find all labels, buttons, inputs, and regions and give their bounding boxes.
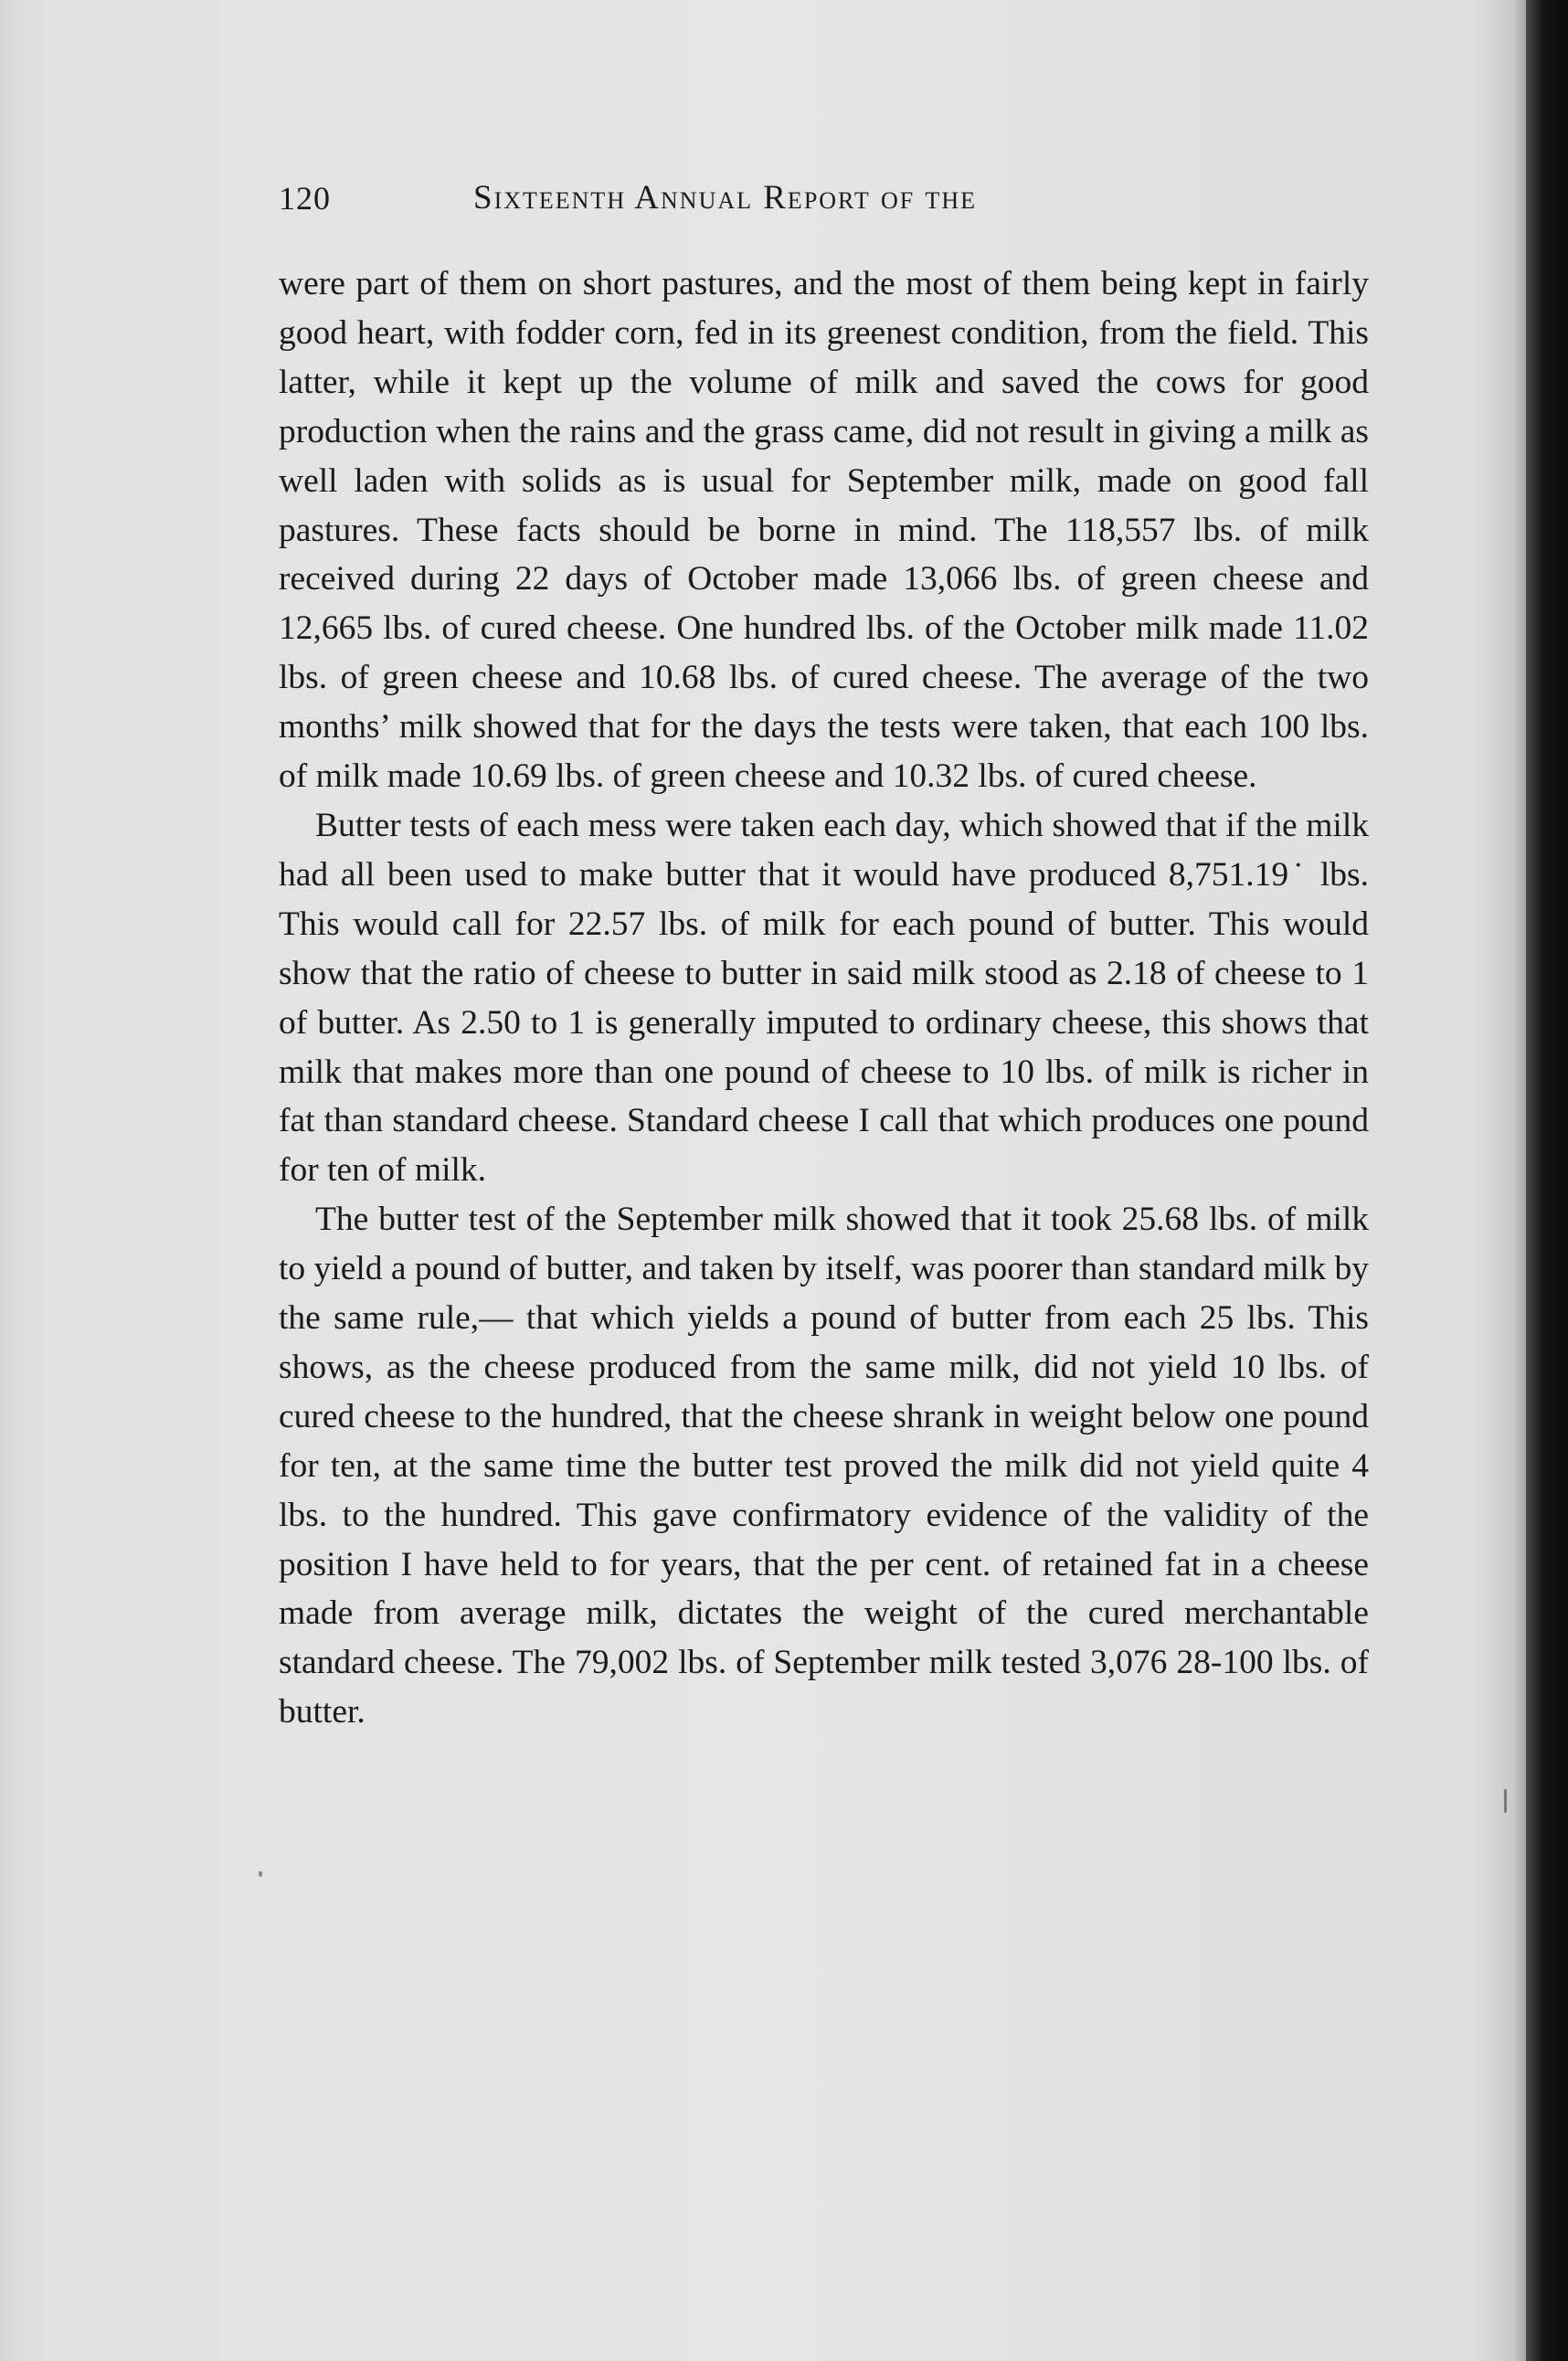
page-number: 120 bbox=[279, 180, 331, 217]
page-edge-shadow bbox=[1526, 0, 1568, 2361]
margin-speck bbox=[259, 1871, 262, 1877]
paragraph-3: The butter test of the September milk showed that it took 25.68 lbs. of milk to yield a pound of butter, and taken by itself, was poorer than standard milk by the same rule,— that which yields a pound of butter from each 25 lbs. This shows, as the cheese produced from the same milk, did not yield 10 lbs. of cured cheese to the hundred, that the cheese shrank in weight below one pound for ten, at the same time the butter test proved the milk did not yield quite 4 lbs. to the hundred. This gave confirmatory evidence of the validity of the position I have held to for years, that the per cent. of retained fat in a cheese made from average milk, dictates the weight of the cured merchantable standard cheese. The 79,002 lbs. of September milk tested 3,076 28-100 lbs. of butter. bbox=[279, 1201, 1370, 1731]
paragraph-1: were part of them on short pastures, and the most of them being kept in fairly good heart, with fodder corn, fed in its greenest condition, from the field. This latter, while it kept up the volume of milk and saved the cows for good production when the rains and the grass came, did not result in giving a milk as well laden with solids as is usual for September milk, made on good fall pastures. These facts should be borne in mind. The 118,557 lbs. of milk received during 22 days of October made 13,066 lbs. of green cheese and 12,665 lbs. of cured cheese. One hundred lbs. of the October milk made 11.02 lbs. of green cheese and 10.68 lbs. of cured cheese. The average of the two months’ milk showed that for the days the tests were taken, that each 100 lbs. of milk made 10.69 lbs. of green cheese and 10.32 lbs. of cured cheese. bbox=[279, 265, 1369, 796]
paragraph-2: Butter tests of each mess were taken each day, which showed that if the milk had all been used to make butter that it would have produced 8,751.19˙ lbs. This would call for 22.57 lbs. of milk for each pound of butter. This would show that the ratio of cheese to butter in said milk stood as 2.18 of cheese to 1 of butter. As 2.50 to 1 is generally imputed to ordinary cheese, this shows that milk that makes more than one pound of cheese to 10 lbs. of milk is richer in fat than standard cheese. Standard cheese I call that which produces one pound for ten of milk. bbox=[279, 806, 1369, 1190]
running-head: Sixteenth Annual Report of the bbox=[473, 179, 977, 217]
page-header bbox=[279, 175, 1192, 221]
margin-speck bbox=[1504, 1789, 1507, 1813]
body-text bbox=[279, 259, 1369, 1737]
